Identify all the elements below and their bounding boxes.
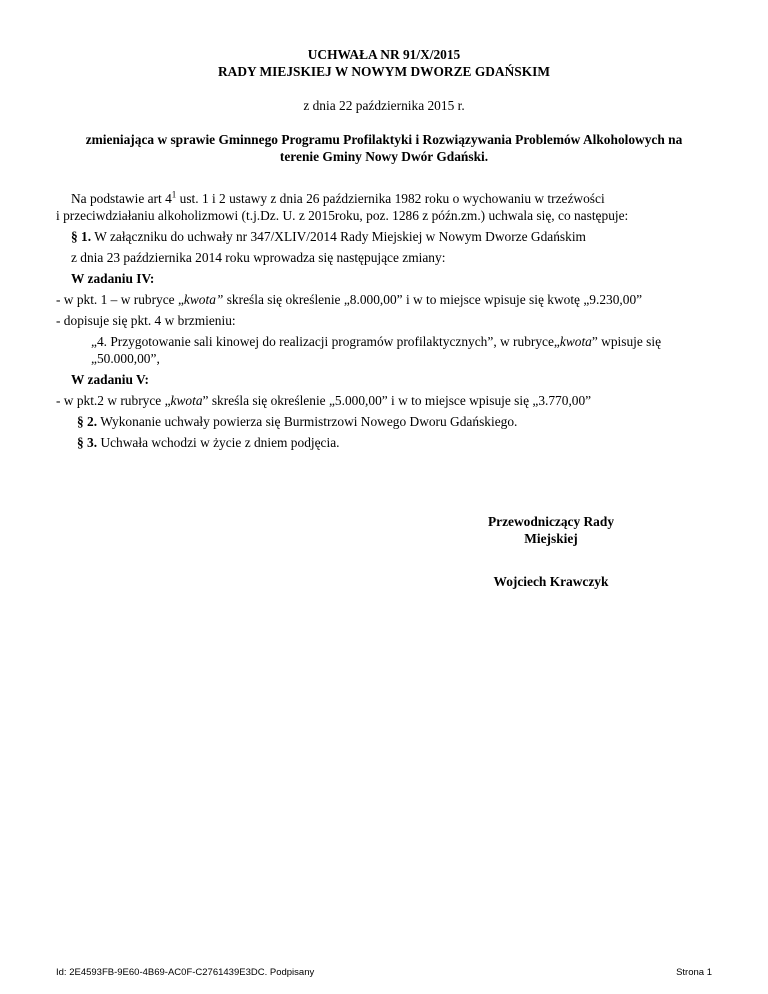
document-id-footer: Id: 2E4593FB-9E60-4B69-AC0F-C2761439E3DC. Podpisany xyxy=(56,967,315,978)
resolution-subject-line2: terenie Gminy Nowy Dwór Gdański. xyxy=(279,149,489,164)
paragraph-2-text: Wykonanie uchwały powierza się Burmistrzowi Nowego Dworu Gdańskiego. xyxy=(97,414,518,429)
signature-role-line1: Przewodniczący Rady xyxy=(487,514,615,529)
task-4-item-1-text-b: skreśla się określenie „8.000,00” i w to miejsce wpisuje się kwotę „9.230,00” xyxy=(223,292,643,307)
council-name: RADY MIEJSKIEJ W NOWYM DWORZE GDAŃSKIM xyxy=(218,64,550,79)
paragraph-1 xyxy=(71,228,586,245)
legal-basis-superscript: 1 xyxy=(171,189,177,200)
task-5-item-1 xyxy=(56,392,591,409)
paragraph-3-mark: § 3. xyxy=(77,435,98,450)
task-4-item-2: - dopisuje się pkt. 4 w brzmieniu: xyxy=(56,313,236,328)
task-4-quote-line1 xyxy=(91,333,711,350)
legal-basis-text-b: ust. 1 i 2 ustawy z dnia 26 października 1982 roku o wychowaniu w trzeźwości xyxy=(176,191,605,206)
signature-role-line2: Miejskiej xyxy=(524,531,578,546)
task-4-quote-text-a: „4. Przygotowanie sali kinowej do realizacji programów profilaktycznych”, w rubryce„ xyxy=(91,334,560,349)
legal-basis-line1 xyxy=(71,190,713,207)
paragraph-2 xyxy=(77,413,517,430)
task-4-heading: W zadaniu IV: xyxy=(71,271,155,286)
resolution-date: z dnia 22 października 2015 r. xyxy=(303,98,465,113)
task-5-item-1-text-a: - w pkt.2 w rubryce „ xyxy=(56,393,171,408)
task-4-item-1 xyxy=(56,291,642,308)
task-4-quote-italic: kwota xyxy=(559,334,592,349)
legal-basis-line2: i przeciwdziałaniu alkoholizmowi (t.j.Dz. U. z 2015roku, poz. 1286 z późn.zm.) uchwala się, co następuje: xyxy=(56,208,629,223)
paragraph-3 xyxy=(77,434,340,451)
task-4-item-1-text-a: - w pkt. 1 – w rubryce „ xyxy=(56,292,184,307)
paragraph-1-text: W załączniku do uchwały nr 347/XLIV/2014 Rady Miejskiej w Nowym Dworze Gdańskim xyxy=(91,229,586,244)
task-5-item-1-italic: kwota xyxy=(170,393,203,408)
task-4-item-1-italic: kwota” xyxy=(183,292,224,307)
signature-name: Wojciech Krawczyk xyxy=(493,574,609,589)
paragraph-1-continuation: z dnia 23 października 2014 roku wprowadza się następujące zmiany: xyxy=(71,250,446,265)
paragraph-2-mark: § 2. xyxy=(77,414,98,429)
paragraph-3-text: Uchwała wchodzi w życie z dniem podjęcia. xyxy=(97,435,340,450)
resolution-subject-line1: zmieniająca w sprawie Gminnego Programu Profilaktyki i Rozwiązywania Problemów Alkoholowych na xyxy=(85,132,683,147)
task-5-heading: W zadaniu V: xyxy=(71,372,149,387)
task-4-quote-text-b: ” wpisuje się xyxy=(591,334,662,349)
legal-basis-text-a: Na podstawie art 4 xyxy=(71,191,172,206)
paragraph-1-mark: § 1. xyxy=(71,229,92,244)
task-4-quote-line2: „50.000,00”, xyxy=(91,351,160,366)
page-number: Strona 1 xyxy=(676,967,712,978)
resolution-title: UCHWAŁA NR 91/X/2015 xyxy=(307,47,461,62)
task-5-item-1-text-b: ” skreśla się określenie „5.000,00” i w to miejsce wpisuje się „3.770,00” xyxy=(202,393,592,408)
